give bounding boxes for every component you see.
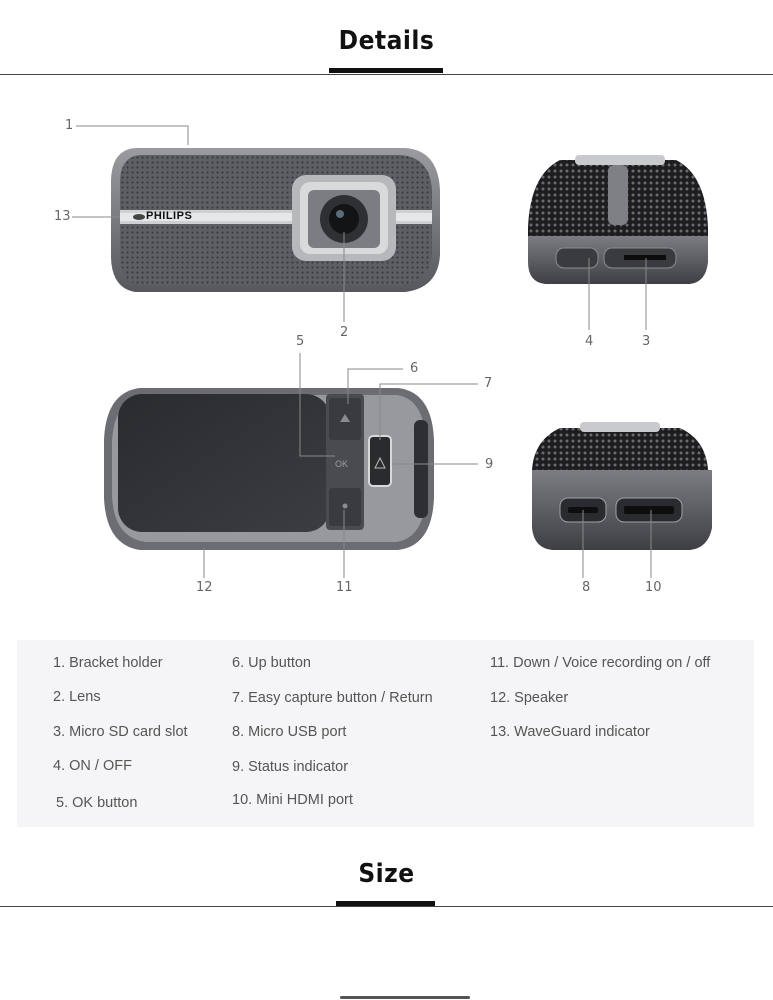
callout-13: 13 <box>54 209 71 224</box>
legend-item: 2. Lens <box>53 689 101 705</box>
legend-item: 11. Down / Voice recording on / off <box>490 655 711 671</box>
legend-item: 9. Status indicator <box>232 759 349 775</box>
legend-item: 7. Easy capture button / Return <box>232 690 433 706</box>
legend-item: 1. Bracket holder <box>53 655 163 671</box>
callout-12: 12 <box>196 580 213 595</box>
ok-button-label: OK <box>335 459 349 469</box>
brand-logo-text: PHILIPS <box>146 210 193 222</box>
legend-item: 12. Speaker <box>490 690 569 706</box>
callout-4: 4 <box>585 334 594 349</box>
callout-9: 9 <box>485 457 494 472</box>
size-illustration-edge <box>340 996 470 999</box>
callout-3: 3 <box>642 334 651 349</box>
back-view-camera <box>104 388 434 550</box>
callout-10: 10 <box>645 580 662 595</box>
callout-5: 5 <box>296 334 305 349</box>
parts-legend <box>17 640 754 827</box>
callout-11: 11 <box>336 580 353 595</box>
details-title: Details <box>338 26 435 56</box>
legend-item: 13. WaveGuard indicator <box>490 724 650 740</box>
bottom-end-view <box>532 422 712 550</box>
legend-item: 5. OK button <box>56 795 138 811</box>
size-title: Size <box>358 859 415 889</box>
legend-item: 4. ON / OFF <box>53 758 132 774</box>
callout-1: 1 <box>65 118 74 133</box>
callout-2: 2 <box>340 325 349 340</box>
top-end-view <box>528 155 708 284</box>
legend-item: 8. Micro USB port <box>232 724 347 740</box>
legend-item: 3. Micro SD card slot <box>53 724 188 740</box>
legend-item: 10. Mini HDMI port <box>232 792 353 808</box>
callout-8: 8 <box>582 580 591 595</box>
callout-6: 6 <box>410 361 419 376</box>
callout-7: 7 <box>484 376 493 391</box>
legend-item: 6. Up button <box>232 655 311 671</box>
